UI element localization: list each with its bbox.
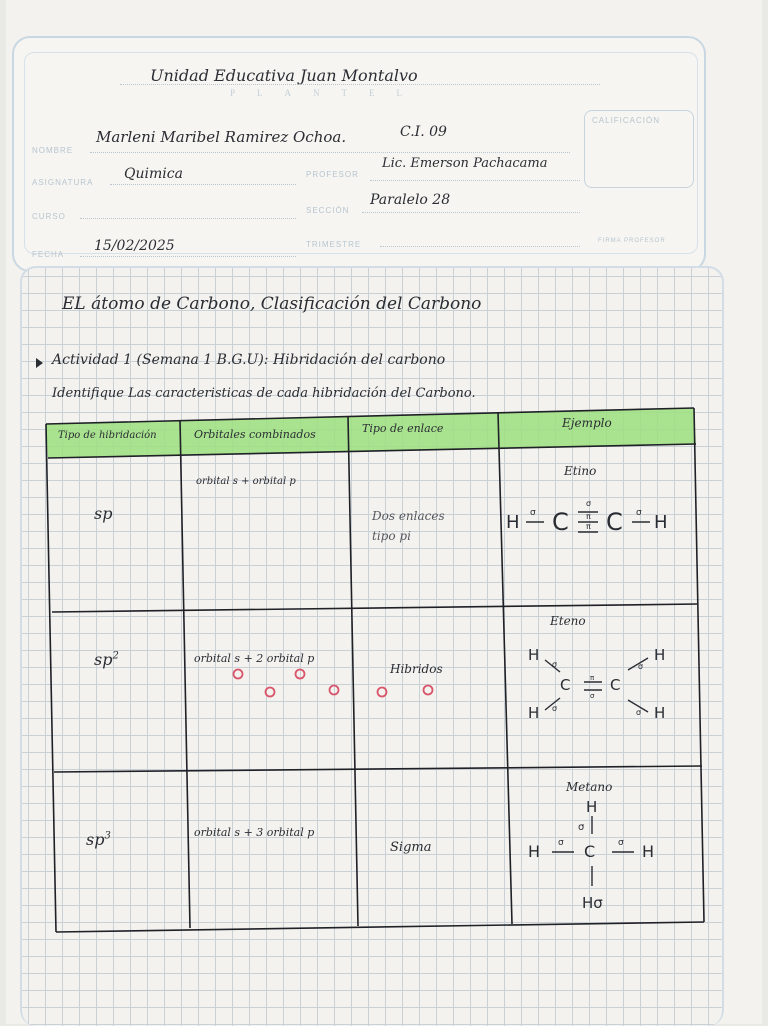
label-curso: CURSO [32,212,66,221]
atom-c: C [584,842,596,861]
red-mark [378,688,387,697]
atom-c: C [552,508,569,536]
date-value: 15/02/2025 [94,238,175,254]
atom-h: H [528,704,540,722]
table-row-divider [52,604,698,612]
table-row-divider [54,766,702,772]
sigma-label: σ [558,838,564,848]
table-column-divider [498,412,512,924]
label-calificacion: CALIFICACIÓN [592,116,661,125]
table-column-divider [348,416,358,926]
header-cell: Orbitales combinados [194,428,316,441]
section-value: Paralelo 28 [370,192,451,208]
label-fecha: FECHA [32,250,65,259]
example-name: Etino [564,464,597,478]
teacher-value: Lic. Emerson Pachacama [382,156,548,171]
atom-h: H [654,646,666,664]
atom-c: C [610,676,621,694]
header-cell: Tipo de hibridación [58,430,157,441]
atom-h: H [654,512,668,533]
activity-heading: Actividad 1 (Semana 1 B.G.U): Hibridación del carbono [52,352,446,368]
pi-label: π [586,522,591,531]
bond-cell: Hibridos [390,662,443,676]
table-border-bottom [56,922,704,932]
red-mark [234,670,243,679]
atom-h: H [654,704,666,722]
atom-c: C [560,676,571,694]
label-profesor: PROFESOR [306,170,359,179]
sigma-label: σ [552,704,558,713]
sigma-label: σ [638,662,644,671]
header-cell: Ejemplo [562,416,612,430]
hybrid-type: sp [94,504,113,523]
orbitals-cell: orbital s + 2 orbital p [194,652,315,665]
hybrid-type: $sp^3$ [86,830,111,849]
sigma-label: σ [578,822,585,833]
sigma-label: σ [618,838,624,848]
sigma-label: σ [590,692,595,700]
sigma-label: σ [552,660,558,669]
table-border-right [694,408,704,922]
table-column-divider [180,420,190,928]
red-mark [296,670,305,679]
header-cell: Tipo de enlace [362,422,444,435]
instruction-text: Identifique Las caracteristicas de cada hibridación del Carbono. [52,386,476,401]
sigma-label: σ [530,508,536,518]
orbitals-cell: orbital s + orbital p [196,476,296,487]
hybrid-type: $sp^2$ [94,650,119,669]
orbitals-cell: orbital s + 3 orbital p [194,826,315,839]
pi-label: π [590,674,595,682]
label-firma: FIRMA PROFESOR [598,238,666,244]
bond-cell: Sigma [390,840,432,855]
atom-h: H [528,646,540,664]
label-asignatura: ASIGNATURA [32,178,94,187]
red-mark [330,686,339,695]
plantel-label: PLANTEL [230,88,424,98]
label-nombre: NOMBRE [32,146,74,155]
sigma-label: σ [636,508,642,518]
atom-h: H [586,798,598,816]
student-ci: C.I. 09 [400,124,447,140]
pi-label: π [586,512,591,521]
example-name: Metano [566,780,613,794]
page-title: EL átomo de Carbono, Clasificación del Carbono [62,294,482,314]
atom-h: H [642,842,655,861]
red-mark [424,686,433,695]
red-mark [266,688,275,697]
sigma-label: σ [636,708,642,717]
subject-value: Quimica [124,166,183,182]
table-border-left [46,424,56,932]
school-name: Unidad Educativa Juan Montalvo [150,66,418,85]
atom-h: H [528,842,541,861]
example-name: Eteno [550,614,586,628]
sigma-label: σ [586,499,592,508]
student-name: Marleni Maribel Ramirez Ochoa. [96,128,347,146]
label-trimestre: TRIMESTRE [306,240,362,249]
bond-cell: Dos enlaces tipo pi [372,509,445,543]
atom-h: H [506,512,520,533]
atom-h-sigma: Hσ [582,894,603,912]
label-seccion: SECCIÓN [306,206,350,215]
atom-c: C [606,508,623,536]
